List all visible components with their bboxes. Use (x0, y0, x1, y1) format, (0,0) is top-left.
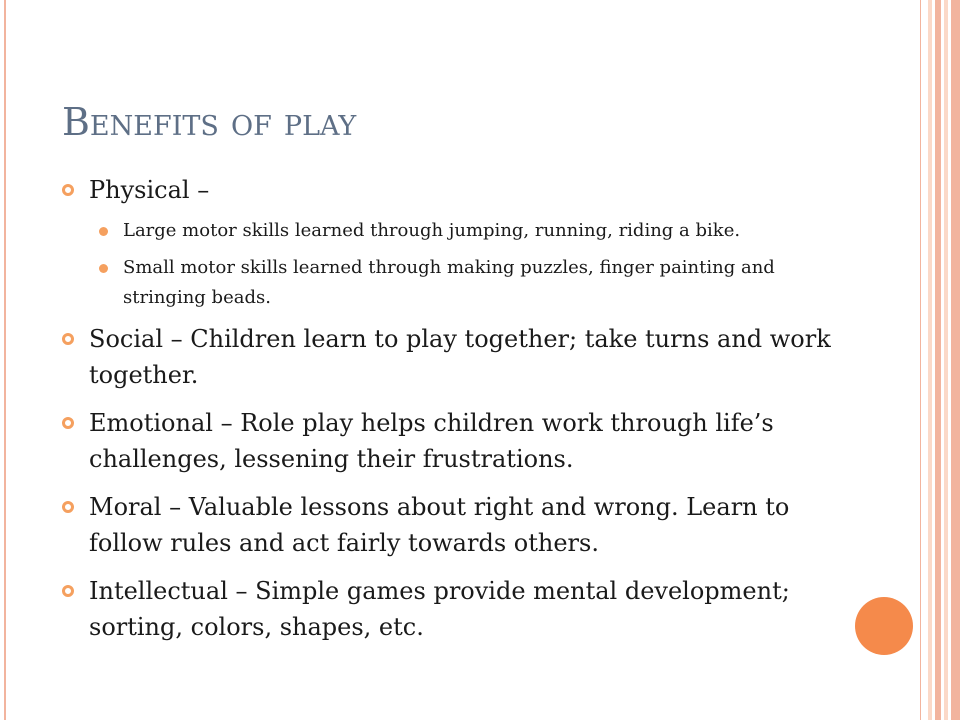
sub-bullet-text: Small motor skills learned through making puzzles, finger painting and stringing beads. (123, 257, 775, 308)
right-frame-stripe (920, 0, 921, 720)
ring-bullet-icon (62, 333, 74, 345)
bullet-text: Emotional – Role play helps children work through life’s challenges, lessening their frustrations. (89, 409, 774, 473)
bullet-emotional (62, 405, 842, 477)
bullet-physical (62, 172, 842, 208)
dot-bullet-icon (99, 264, 108, 273)
bullet-social (62, 321, 842, 393)
decorative-circle (855, 597, 913, 655)
ring-bullet-icon (62, 184, 74, 196)
ring-bullet-icon (62, 585, 74, 597)
dot-bullet-icon (99, 227, 108, 236)
sub-bullet-small-motor (99, 253, 842, 313)
right-frame-stripe (935, 0, 941, 720)
right-frame-stripe (944, 0, 948, 720)
sub-bullet-large-motor (99, 216, 842, 246)
ring-bullet-icon (62, 417, 74, 429)
bullet-list (62, 172, 842, 657)
bullet-intellectual (62, 573, 842, 645)
bullet-text: Intellectual – Simple games provide mental development; sorting, colors, shapes, etc. (89, 577, 790, 641)
ring-bullet-icon (62, 501, 74, 513)
bullet-text: Physical – (89, 176, 210, 204)
sub-bullet-list (99, 216, 842, 313)
sub-bullet-text: Large motor skills learned through jumping, running, riding a bike. (123, 220, 741, 241)
bullet-text: Moral – Valuable lessons about right and wrong. Learn to follow rules and act fairly towards others. (89, 493, 790, 557)
slide-title: Benefits of play (62, 100, 357, 144)
left-frame-line (4, 0, 6, 720)
right-frame-stripe (928, 0, 932, 720)
bullet-text: Social – Children learn to play together; take turns and work together. (89, 325, 831, 389)
right-frame-stripe (951, 0, 960, 720)
bullet-moral (62, 489, 842, 561)
